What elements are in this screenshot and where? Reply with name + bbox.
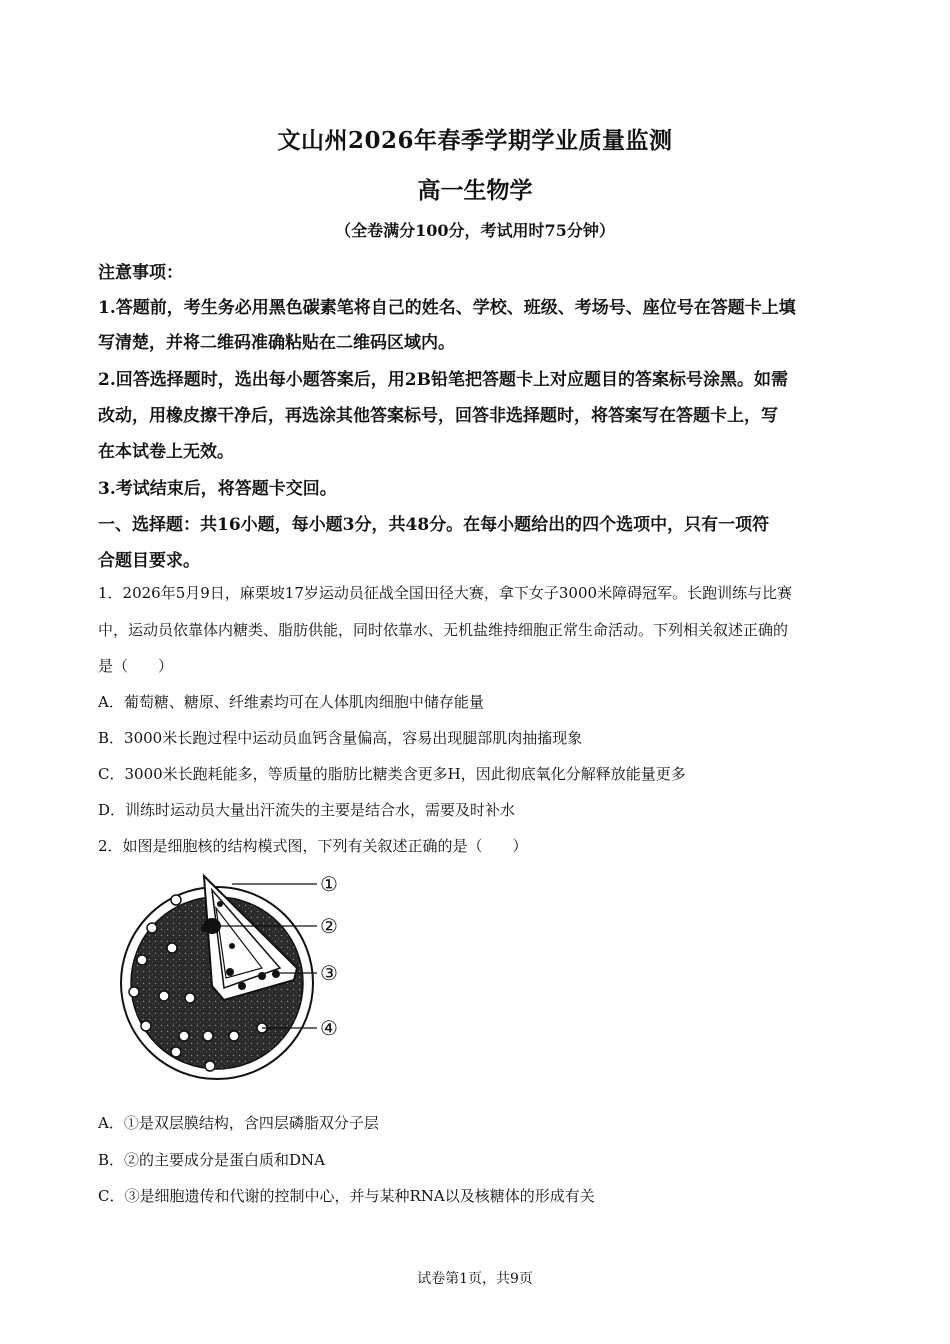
q1-option-d: D．训练时运动员大量出汗流失的主要是结合水，需要及时补水 [98,801,516,819]
q1-option-c: C．3000米长跑耗能多，等质量的脂肪比糖类含更多H，因此彻底氧化分解释放能量更多 [98,765,686,783]
q2-option-c: C．③是细胞遗传和代谢的控制中心，并与某种RNA以及核糖体的形成有关 [98,1187,595,1205]
q2-stem: 2．如图是细胞核的结构模式图，下列有关叙述正确的是（ ） [98,837,528,855]
notice-line: 改动，用橡皮擦干净后，再选涂其他答案标号，回答非选择题时，将答案写在答题卡上，写 [98,406,778,426]
q1-stem-line: 1．2026年5月9日，麻栗坡17岁运动员征战全国田径大赛，拿下女子3000米障碍冠军。长跑训练与比赛 [98,584,793,602]
nucleus-diagram [112,868,352,1086]
q1-option-b: B．3000米长跑过程中运动员血钙含量偏高，容易出现腿部肌肉抽搐现象 [98,729,583,747]
q1-stem-line: 是（ ） [98,657,174,675]
notice-line: 在本试卷上无效。 [98,442,234,462]
q2-option-b: B．②的主要成分是蛋白质和DNA [98,1151,326,1169]
notice-line: 2.回答选择题时，选出每小题答案后，用2B铅笔把答题卡上对应题目的答案标号涂黑。如需 [98,370,788,390]
exam-title: 文山州2026年春季学期学业质量监测 [277,127,673,154]
notice-line: 写清楚，并将二维码准确粘贴在二维码区域内。 [98,333,455,353]
q2-option-a: A．①是双层膜结构，含四层磷脂双分子层 [98,1114,379,1132]
label-2: ② [320,914,338,938]
label-4: ④ [320,1016,338,1040]
notice-line: 3.考试结束后，将答题卡交回。 [98,479,337,499]
notice-line: 1.答题前，考生务必用黑色碳素笔将自己的姓名、学校、班级、考场号、座位号在答题卡上填 [98,298,796,318]
section-heading: 一、选择题：共16小题，每小题3分，共48分。在每小题给出的四个选项中，只有一项符 [98,515,770,535]
q1-option-a: A．葡萄糖、糖原、纤维素均可在人体肌肉细胞中储存能量 [98,693,484,711]
label-1: ① [320,872,338,896]
subject-title: 高一生物学 [417,177,533,204]
section-heading-cont: 合题目要求。 [98,551,200,571]
label-3: ③ [320,961,338,985]
page-footer: 试卷第1页，共9页 [417,1271,533,1287]
notice-heading: 注意事项： [98,263,183,283]
exam-info: （全卷满分100分，考试用时75分钟） [335,221,615,240]
q1-stem-line: 中，运动员依靠体内糖类、脂肪供能，同时依靠水、无机盐维持细胞正常生命活动。下列相关叙述正确的 [98,621,789,639]
